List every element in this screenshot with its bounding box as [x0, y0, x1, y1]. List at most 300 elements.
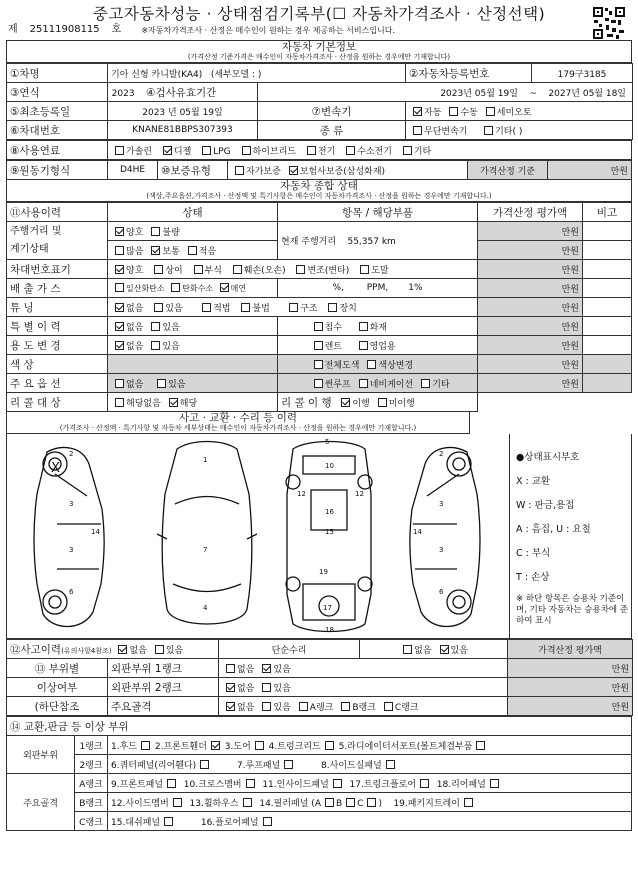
tuning-label: 튜 닝	[7, 298, 108, 317]
usage-exists-checkbox[interactable]	[151, 341, 160, 350]
recall-not-done-checkbox[interactable]	[378, 398, 387, 407]
part-pillar-label: 14.필러패널 (A	[259, 798, 321, 809]
doc-number-suffix: 호	[111, 24, 122, 35]
price-base-unit: 만원	[548, 161, 632, 180]
first-reg-label: ⑤최초등록일	[7, 102, 108, 121]
recall-done-no-label: 미이행	[388, 398, 415, 409]
part-trunk-floor-checkbox[interactable]	[420, 779, 429, 788]
outer2-none-label: 없음	[237, 683, 255, 694]
exchange-rank-c-label: C랭크	[75, 812, 108, 831]
remark-header: 비고	[583, 203, 632, 222]
odo-many-checkbox[interactable]	[115, 246, 124, 255]
price-odo-2: 만원	[478, 241, 583, 260]
trans-etc-label: 기타( )	[495, 126, 523, 137]
part-front-panel-label: 9.프론트패널	[111, 779, 164, 790]
reg-no: 179구3185	[532, 64, 633, 83]
usage-rent-label: 렌트	[324, 341, 342, 352]
exchange-table: ⑭ 교환,판금 등 이상 부위 외판부위 1랭크 1.후드 2.프론트휀더 3.도어 4.트렁크리드 5.라디에이터서포트(볼트체결부품 2랭크 6.쿼터패널(리어휀다) 7.루프패널 8.사이드실패널 주요골격 A랭크 9.프론트패널 10.크로스멤버 11.인사이드패널 17.트렁크플로어 18.리어패널 B랭크 12.사이드멤버 13.휠하우스 14.필러패널 (A B C ) 19.패키지트레이 C랭크 15.대쉬패널 16.플로어패널	[6, 716, 632, 831]
fuel-gasoline-label: 가솔린	[126, 146, 153, 157]
fuel-gasoline-checkbox[interactable]	[115, 146, 124, 155]
exchange-rank2-label: 2랭크	[75, 755, 108, 774]
trans-label: ⑦변속기	[258, 102, 406, 121]
part-pillar-b-checkbox[interactable]	[346, 798, 355, 807]
part-floor-panel-label: 16.플로어패널	[200, 817, 259, 828]
accident-table	[6, 639, 633, 716]
special-flood-label: 침수	[324, 322, 342, 333]
frame-c-label: C랭크	[394, 702, 419, 713]
tuning-structure-checkbox[interactable]	[289, 303, 298, 312]
emission-hc-label: 탄화수소	[182, 283, 214, 293]
tuning-none-checkbox[interactable]	[115, 303, 124, 312]
option-sunroof-checkbox[interactable]	[314, 379, 323, 388]
basic-info-header	[6, 40, 632, 63]
outer1-none-checkbox[interactable]	[226, 664, 235, 673]
frame-label: 주요골격	[108, 697, 219, 716]
outer2-exists-label: 있음	[273, 683, 291, 694]
warranty-self-checkbox[interactable]	[235, 166, 244, 175]
special-flood-checkbox[interactable]	[314, 322, 323, 331]
part-radiator-support-label: 5.라디에이터서포트(볼트체결부품	[338, 741, 473, 752]
vin-plate-altered-label: 변조(변타)	[307, 265, 350, 276]
vin-label: ⑥차대번호	[7, 121, 108, 140]
tuning-none-label: 없음	[126, 303, 144, 314]
simple-repair-label: 단순수리	[219, 640, 360, 659]
basic-info-table	[6, 63, 633, 140]
fuel-electric-checkbox[interactable]	[307, 146, 316, 155]
svg-text:3: 3	[69, 500, 74, 508]
car-diagram-panel	[6, 434, 632, 639]
odo-current-label: 현재 주행거리	[281, 237, 337, 247]
tuning-exists-checkbox[interactable]	[154, 303, 163, 312]
price-frame: 만원	[508, 697, 633, 716]
recall-done-label: 리 콜 이 행	[281, 396, 332, 409]
simple-none-label: 없음	[414, 645, 432, 656]
trans-cvt-checkbox[interactable]	[413, 126, 422, 135]
accident-note: (유의사항4참조)	[61, 646, 112, 655]
part-dash-panel-label: 15.대쉬패널	[111, 817, 161, 828]
part-package-tray-checkbox[interactable]	[464, 798, 473, 807]
fuel-hydrogen-label: 수소전기	[357, 146, 392, 157]
price-option: 만원	[478, 374, 583, 393]
option-exists-checkbox[interactable]	[157, 379, 166, 388]
emission-smoke-label: 매연	[230, 283, 247, 293]
exchange-rank-b-label: B랭크	[75, 793, 108, 812]
option-none-checkbox[interactable]	[115, 379, 124, 388]
price-outer2: 만원	[508, 678, 633, 697]
svg-text:6: 6	[69, 588, 74, 596]
part-front-fender-checkbox[interactable]	[211, 741, 220, 750]
usage-change-label: 용 도 변 경	[7, 336, 108, 355]
odo-label-2: 계기상태	[10, 243, 49, 255]
abnormal-label-1: 이상여부	[7, 678, 108, 697]
trans-manual-checkbox[interactable]	[449, 107, 458, 116]
fuel-label: ⑧사용연료	[7, 141, 108, 160]
accident-exists-checkbox[interactable]	[155, 645, 164, 654]
simple-exists-checkbox[interactable]	[440, 645, 449, 654]
svg-text:15: 15	[325, 528, 334, 536]
frame-a-label: A랭크	[309, 702, 334, 713]
document-header	[6, 4, 632, 40]
color-full-paint-checkbox[interactable]	[314, 360, 323, 369]
svg-text:3: 3	[69, 546, 74, 554]
inspect-from: 2023년 05월 19일	[440, 88, 518, 99]
tuning-legal-checkbox[interactable]	[202, 303, 211, 312]
usage-history-header: ⑪사용이력	[7, 203, 108, 222]
svg-text:16: 16	[325, 508, 334, 516]
part-dash-panel-checkbox[interactable]	[164, 817, 173, 826]
part-rear-panel-checkbox[interactable]	[490, 779, 499, 788]
frame-exists-checkbox[interactable]	[262, 702, 271, 711]
recall-none-checkbox[interactable]	[115, 398, 124, 407]
legend-damage: T : 손상	[516, 572, 550, 583]
vin: KNANE81BBPS307393	[108, 121, 258, 140]
accident-exists-label: 있음	[165, 645, 184, 656]
accident-label: ⑫사고이력	[10, 643, 62, 656]
part-cross-member-checkbox[interactable]	[246, 779, 255, 788]
option-navi-label: 네비게이션	[369, 379, 414, 390]
option-exists-label: 있음	[168, 379, 186, 390]
tuning-illegal-checkbox[interactable]	[241, 303, 250, 312]
svg-text:14: 14	[413, 528, 422, 536]
warranty-label: ⑩보증유형	[158, 161, 228, 180]
trans-auto-checkbox[interactable]	[413, 107, 422, 116]
legend-scratch: A : 흠집, U : 요철	[516, 524, 591, 535]
exchange-mark: X	[51, 461, 60, 476]
part-side-member-label: 12.사이드멤버	[111, 798, 169, 809]
legend-title: ●상태표시부호	[516, 452, 580, 463]
svg-text:12: 12	[355, 490, 364, 498]
part-label: ⑬ 부위별	[7, 659, 108, 678]
warranty-insurer-checkbox[interactable]	[289, 166, 298, 175]
vin-plate-good-label: 양호	[126, 265, 144, 276]
usage-business-checkbox[interactable]	[359, 341, 368, 350]
exchange-frame-label: 주요골격	[7, 774, 75, 831]
part-trunk-floor-label: 17.트렁크플로어	[349, 779, 417, 790]
exchange-rank-a-label: A랭크	[75, 774, 108, 793]
status-header	[6, 180, 632, 202]
repair-title: 사고 · 교환 · 수리 등 이력	[179, 412, 297, 424]
warranty-insurer-label: 보험사보증(삼성화재)	[299, 166, 386, 177]
part-radiator-support-checkbox[interactable]	[476, 741, 485, 750]
year: 2023	[111, 88, 135, 99]
option-etc-checkbox[interactable]	[421, 379, 430, 388]
part-quarter-panel-label: 6.쿼터패널(리어휀다)	[111, 760, 197, 771]
inspect-sep: ~	[529, 88, 537, 99]
vin-plate-corrosion-label: 부식	[204, 265, 222, 276]
frame-b-label: B랭크	[352, 702, 376, 713]
svg-text:10: 10	[325, 462, 334, 470]
odo-bad-checkbox[interactable]	[151, 227, 160, 236]
price-color: 만원	[478, 355, 583, 374]
option-navi-checkbox[interactable]	[359, 379, 368, 388]
vin-plate-altered-checkbox[interactable]	[296, 265, 305, 274]
special-fire-checkbox[interactable]	[359, 322, 368, 331]
engine-table	[6, 160, 632, 180]
svg-text:5: 5	[325, 438, 330, 446]
emission-ppm: PPM,	[366, 283, 389, 293]
outer-rank2-label: 외판부위 2랭크	[108, 678, 219, 697]
price-tuning: 만원	[478, 298, 583, 317]
document-title: 중고자동차성능 · 상태점검기록부(☐ 자동차가격조사 · 산정선택)	[92, 5, 546, 23]
option-etc-label: 기타	[432, 379, 450, 390]
fuel-etc-checkbox[interactable]	[403, 146, 412, 155]
year-label: ③연식	[7, 83, 108, 102]
price-base-label: 가격산정 기준	[468, 161, 548, 180]
odo-normal-label: 보통	[162, 246, 180, 257]
detail-model: (세부모델 : )	[210, 69, 262, 80]
color-full-paint-label: 전체도색	[324, 360, 360, 371]
car-name-label: ①차명	[7, 64, 108, 83]
usage-none-label: 없음	[126, 341, 144, 352]
tuning-illegal-label: 불법	[252, 303, 270, 314]
part-package-tray-label: 19.패키지트레이	[393, 798, 460, 809]
recall-applies-label: 해당	[179, 398, 198, 409]
car-diagram	[7, 434, 507, 638]
usage-business-label: 영업용	[369, 341, 396, 352]
trans-semi-checkbox[interactable]	[486, 107, 495, 116]
trans-auto-label: 자동	[424, 107, 442, 118]
recall-done-yes-label: 이행	[352, 398, 370, 409]
fuel-diesel-checkbox[interactable]	[163, 146, 172, 155]
outer1-exists-label: 있음	[273, 664, 291, 675]
svg-text:3: 3	[439, 546, 444, 554]
exchange-title: ⑭ 교환,판금 등 이상 부위	[7, 717, 632, 736]
price-outer1: 만원	[508, 659, 633, 678]
outer1-none-label: 없음	[237, 664, 255, 675]
special-none-checkbox[interactable]	[115, 322, 124, 331]
part-quarter-panel-checkbox[interactable]	[200, 760, 209, 769]
part-front-fender-label: 2.프론트휀더	[154, 741, 207, 752]
emission-label: 배 출 가 스	[7, 279, 108, 298]
vin-plate-corrosion-checkbox[interactable]	[194, 265, 203, 274]
frame-none-label: 없음	[237, 702, 255, 713]
usage-exists-label: 있음	[162, 341, 180, 352]
part-side-sill-label: 8.사이드실패널	[321, 760, 382, 771]
part-inside-panel-checkbox[interactable]	[333, 779, 342, 788]
legend-exchange: X : 교환	[516, 476, 551, 487]
trans-etc-checkbox[interactable]	[484, 126, 493, 135]
color-change-label: 색상변경	[378, 360, 414, 371]
engine-label: ⑨원동기형식	[7, 161, 108, 180]
special-exists-label: 있음	[162, 322, 180, 333]
part-roof-panel-label: 7.루프패널	[236, 760, 281, 771]
special-fire-label: 화재	[369, 322, 387, 333]
doc-number-label: 제	[8, 24, 18, 35]
vin-plate-label: 차대번호표기	[7, 260, 108, 279]
part-hood-checkbox[interactable]	[141, 741, 150, 750]
engine: D4HE	[108, 161, 158, 180]
option-label: 주 요 옵 션	[7, 374, 108, 393]
tuning-exists-label: 있음	[165, 303, 183, 314]
simple-exists-label: 있음	[450, 645, 468, 656]
svg-text:19: 19	[319, 568, 328, 576]
emission-smoke-value: 1%	[408, 283, 423, 293]
recall-none-label: 해당없음	[126, 398, 161, 409]
option-none-label: 없음	[126, 379, 144, 390]
special-none-label: 없음	[126, 322, 144, 333]
part-door-checkbox[interactable]	[255, 741, 264, 750]
odo-good-label: 양호	[126, 227, 144, 238]
state-header: 상태	[108, 203, 278, 222]
basic-info-note: (가격산정 기준가격은 매수인이 자동차가격조사 · 산정을 원하는 경우에만 기재합니다)	[187, 53, 451, 61]
part-pillar-b-label: B	[335, 798, 343, 809]
vin-plate-damage-checkbox[interactable]	[233, 265, 242, 274]
part-roof-panel-checkbox[interactable]	[284, 760, 293, 769]
emission-co-checkbox[interactable]	[115, 283, 124, 292]
tuning-legal-label: 적법	[213, 303, 231, 314]
outer2-exists-checkbox[interactable]	[262, 683, 271, 692]
accident-none-label: 없음	[129, 645, 147, 656]
legend-panel	[509, 434, 633, 638]
status-title: 자동차 종합 상태	[280, 180, 358, 192]
svg-text:4: 4	[203, 604, 208, 612]
vin-plate-diff-checkbox[interactable]	[154, 265, 163, 274]
type-label: 종 류	[258, 121, 406, 140]
frame-a-checkbox[interactable]	[299, 702, 308, 711]
emission-smoke-checkbox[interactable]	[220, 283, 229, 292]
option-sunroof-label: 썬루프	[324, 379, 351, 390]
first-reg: 2023 년 05월 19일	[108, 102, 258, 121]
part-side-sill-checkbox[interactable]	[386, 760, 395, 769]
price-usage: 만원	[478, 336, 583, 355]
accident-none-checkbox[interactable]	[118, 645, 127, 654]
svg-text:14: 14	[91, 528, 100, 536]
frame-b-checkbox[interactable]	[341, 702, 350, 711]
odo-few-label: 적음	[198, 246, 217, 257]
part-side-member-checkbox[interactable]	[173, 798, 182, 807]
part-cross-member-label: 10.크로스멤버	[183, 779, 242, 790]
svg-text:18: 18	[325, 626, 334, 634]
part-header: 항목 / 해당부품	[278, 203, 478, 222]
part-pillar-a-checkbox[interactable]	[325, 798, 334, 807]
recall-label: 리 콜 대 상	[7, 393, 108, 412]
emission-pct: %,	[332, 283, 344, 293]
inspect-to: 2027년 05월 18일	[548, 88, 627, 99]
trans-semi-label: 세미오토	[496, 107, 532, 118]
legend-corrosion: C : 부식	[516, 548, 551, 559]
abnormal-label-2: (하단참조	[7, 697, 108, 716]
svg-text:2: 2	[439, 450, 444, 458]
trans-manual-label: 수동	[460, 107, 478, 118]
status-table	[6, 202, 632, 412]
qr-code	[592, 6, 626, 40]
vin-plate-diff-label: 상이	[165, 265, 183, 276]
outer2-none-checkbox[interactable]	[226, 683, 235, 692]
fuel-lpg-checkbox[interactable]	[202, 146, 211, 155]
simple-none-checkbox[interactable]	[403, 645, 412, 654]
fuel-hybrid-checkbox[interactable]	[242, 146, 251, 155]
svg-text:3: 3	[439, 500, 444, 508]
emission-hc-checkbox[interactable]	[171, 283, 180, 292]
legend-note: ※ 하단 항목은 승용차 기준이며, 기타 자동차는 승용차에 준하여 표시	[516, 594, 629, 626]
exchange-rank1-label: 1랭크	[75, 736, 108, 755]
part-wheel-house-label: 13.휠하우스	[189, 798, 239, 809]
svg-text:17: 17	[323, 604, 332, 612]
frame-exists-label: 있음	[273, 702, 291, 713]
usage-rent-checkbox[interactable]	[314, 341, 323, 350]
vin-plate-painted-label: 도말	[371, 265, 389, 276]
price-vin-plate: 만원	[478, 260, 583, 279]
car-name: 기아 신형 카니발(KA4)	[111, 69, 203, 80]
color-label: 색 상	[7, 355, 108, 374]
odo-value: 55,357 km	[347, 237, 396, 247]
special-label: 특 별 이 력	[7, 317, 108, 336]
color-change-checkbox[interactable]	[367, 360, 376, 369]
part-wheel-house-checkbox[interactable]	[243, 798, 252, 807]
frame-c-checkbox[interactable]	[384, 702, 393, 711]
emission-co-label: 일산화탄소	[126, 283, 165, 293]
repair-price-label: 가격산정 평가액	[508, 640, 633, 659]
tuning-structure-label: 구조	[300, 303, 318, 314]
price-special: 만원	[478, 317, 583, 336]
price-odo-1: 만원	[478, 222, 583, 241]
fuel-lpg-label: LPG	[213, 146, 231, 157]
fuel-electric-label: 전기	[317, 146, 336, 157]
warranty-self-label: 자가보증	[246, 166, 281, 177]
special-exists-checkbox[interactable]	[151, 322, 160, 331]
svg-text:6: 6	[439, 588, 444, 596]
svg-text:2: 2	[69, 450, 74, 458]
part-rear-panel-label: 18.리어패널	[436, 779, 486, 790]
odo-many-label: 많음	[126, 246, 144, 257]
vin-plate-damage-label: 훼손(오손)	[243, 265, 286, 276]
odo-label-1: 주행거리 및	[10, 225, 62, 237]
fuel-table	[6, 140, 632, 160]
basic-info-title: 자동차 기본정보	[281, 41, 357, 53]
svg-text:1: 1	[203, 456, 208, 464]
part-floor-panel-checkbox[interactable]	[263, 817, 272, 826]
reg-no-label: ②자동차등록번호	[406, 64, 532, 83]
vin-plate-painted-checkbox[interactable]	[360, 265, 369, 274]
svg-text:7: 7	[203, 546, 208, 554]
vin-plate-good-checkbox[interactable]	[115, 265, 124, 274]
odo-normal-checkbox[interactable]	[151, 246, 160, 255]
fuel-hydrogen-checkbox[interactable]	[346, 146, 355, 155]
odo-bad-label: 불량	[162, 227, 180, 238]
outer1-exists-checkbox[interactable]	[262, 664, 271, 673]
part-pillar-c-checkbox[interactable]	[367, 798, 376, 807]
svg-text:12: 12	[297, 490, 306, 498]
tuning-device-checkbox[interactable]	[328, 303, 337, 312]
part-inside-panel-label: 11.인사이드패널	[262, 779, 329, 790]
fuel-hybrid-label: 하이브리드	[252, 146, 297, 157]
trans-cvt-label: 무단변속기	[424, 126, 468, 137]
service-note: ※자동차가격조사 · 산정은 매수인이 원하는 경우 제공하는 서비스입니다.	[141, 26, 396, 35]
frame-none-checkbox[interactable]	[226, 702, 235, 711]
price-header: 가격산정 평가액	[478, 203, 583, 222]
part-trunk-lid-label: 4.트렁크리드	[268, 741, 321, 752]
doc-number: 25111908115	[29, 24, 100, 35]
odo-good-checkbox[interactable]	[115, 227, 124, 236]
recall-applies-checkbox[interactable]	[169, 398, 178, 407]
tuning-device-label: 장치	[339, 303, 357, 314]
repair-header	[6, 412, 470, 434]
exchange-outer-label: 외판부위	[7, 736, 75, 774]
recall-done-checkbox[interactable]	[341, 398, 350, 407]
part-hood-label: 1.후드	[111, 741, 137, 752]
inspect-label: ④검사유효기간	[146, 86, 217, 99]
usage-none-checkbox[interactable]	[115, 341, 124, 350]
outer-rank1-label: 외판부위 1랭크	[108, 659, 219, 678]
legend-weld: W : 판금,용접	[516, 500, 575, 511]
repair-note: (가격조사 · 산정액 · 특기사항 및 자동차 세부상태는 매수인이 자동차가격조사 · 산정을 원하는 경우에만 기재합니다.)	[59, 424, 417, 432]
status-note: (색상,주요옵션,가격조사 · 산정액 및 특기사항은 매수인이 자동차가격조사 · 산정을 원하는 경우에만 기재합니다.)	[146, 192, 492, 200]
part-trunk-lid-checkbox[interactable]	[325, 741, 334, 750]
price-emission: 만원	[478, 279, 583, 298]
fuel-diesel-label: 디젤	[173, 146, 192, 157]
part-front-panel-checkbox[interactable]	[167, 779, 176, 788]
odo-few-checkbox[interactable]	[188, 246, 197, 255]
